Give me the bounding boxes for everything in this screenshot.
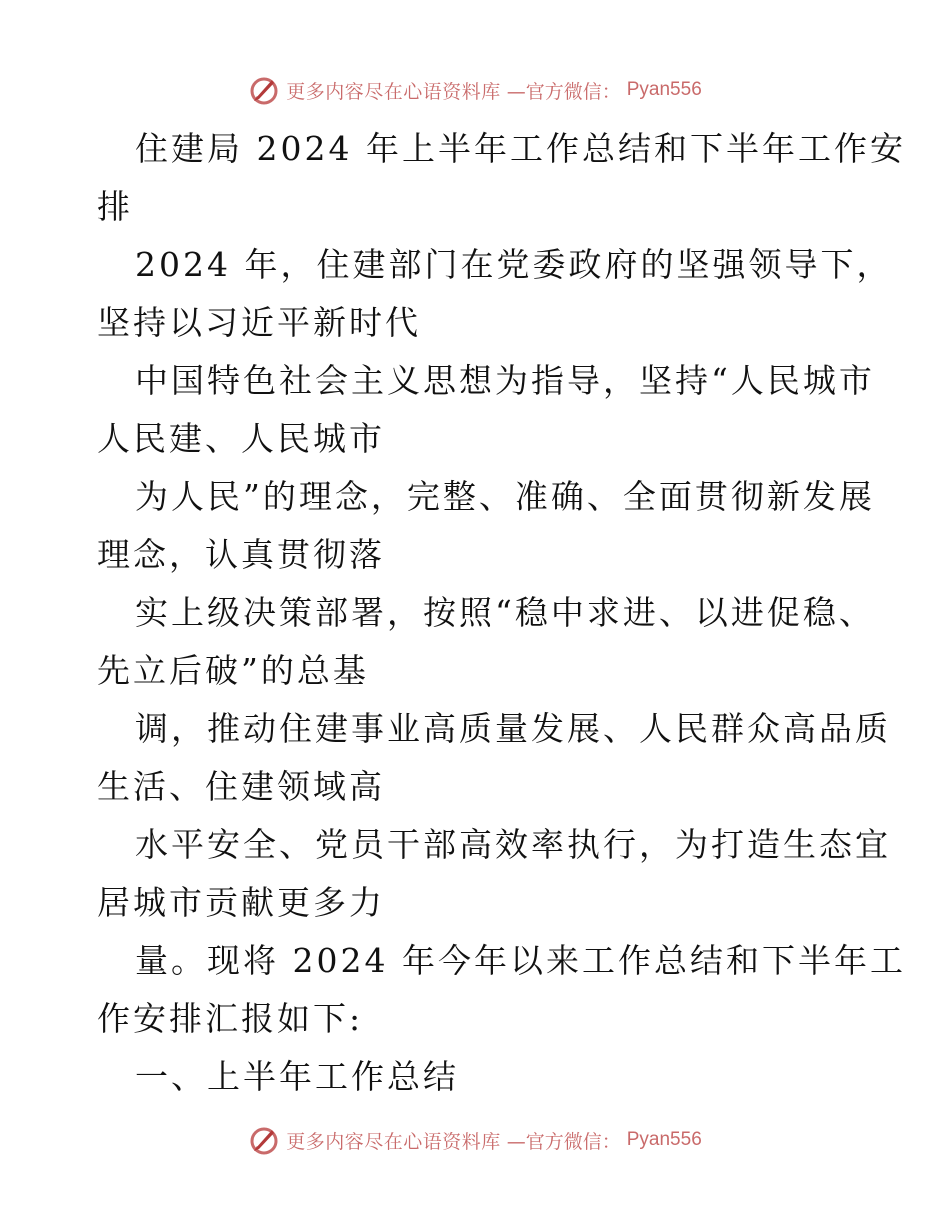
banner-text: 更多内容尽在心语资料库: [286, 1130, 501, 1153]
banner-wechat-id: Pyan556: [626, 1129, 702, 1150]
quill-logo-icon: [248, 74, 280, 106]
paragraph-line-wrap: 居城市贡献更多力: [97, 883, 385, 922]
paragraph-6: [97, 700, 891, 816]
banner-separator: —官方微信：: [506, 1130, 621, 1153]
paragraph-line: 实上级决策部署，按照“稳中求进、以进促稳、: [135, 593, 875, 632]
document-body: [97, 120, 906, 1106]
section-heading-text: 一、上半年工作总结: [135, 1057, 459, 1096]
header-watermark-banner: [0, 70, 950, 110]
paragraph-line-wrap: 坚持以习近平新时代: [97, 303, 421, 342]
paragraph-3: [97, 352, 875, 468]
paragraph-line: 水平安全、党员干部高效率执行，为打造生态宜: [135, 825, 891, 864]
paragraph-line-wrap: 理念，认真贯彻落: [97, 535, 385, 574]
banner-inner: [248, 1124, 702, 1156]
paragraph-line-wrap: 先立后破”的总基: [97, 651, 369, 690]
paragraph-line: 调，推动住建事业高质量发展、人民群众高品质: [135, 709, 891, 748]
paragraph-line-wrap: 人民建、人民城市: [97, 419, 385, 458]
banner-inner: [248, 74, 702, 106]
paragraph-7: [97, 816, 891, 932]
paragraph-line: 为人民”的理念，完整、准确、全面贯彻新发展: [135, 477, 875, 516]
banner-wechat-id: Pyan556: [626, 79, 702, 100]
paragraph-line: 住建局 2024 年上半年工作总结和下半年工作安: [135, 129, 906, 168]
banner-separator: —官方微信：: [506, 80, 621, 103]
paragraph-1: [97, 120, 906, 236]
section-heading: [97, 1048, 857, 1106]
banner-text: 更多内容尽在心语资料库: [286, 80, 501, 103]
footer-watermark-banner: [0, 1120, 950, 1160]
paragraph-2: [97, 236, 893, 352]
paragraph-line: 量。现将 2024 年今年以来工作总结和下半年工: [135, 941, 906, 980]
paragraph-5: [97, 584, 875, 700]
quill-logo-icon: [248, 1124, 280, 1156]
paragraph-4: [97, 468, 875, 584]
paragraph-line-wrap: 作安排汇报如下:: [97, 999, 364, 1038]
paragraph-8: [97, 932, 906, 1048]
paragraph-line: 中国特色社会主义思想为指导，坚持“人民城市: [135, 361, 875, 400]
paragraph-line-wrap: 排: [97, 187, 133, 226]
paragraph-line: 2024 年，住建部门在党委政府的坚强领导下，: [135, 245, 893, 284]
paragraph-line-wrap: 生活、住建领域高: [97, 767, 385, 806]
